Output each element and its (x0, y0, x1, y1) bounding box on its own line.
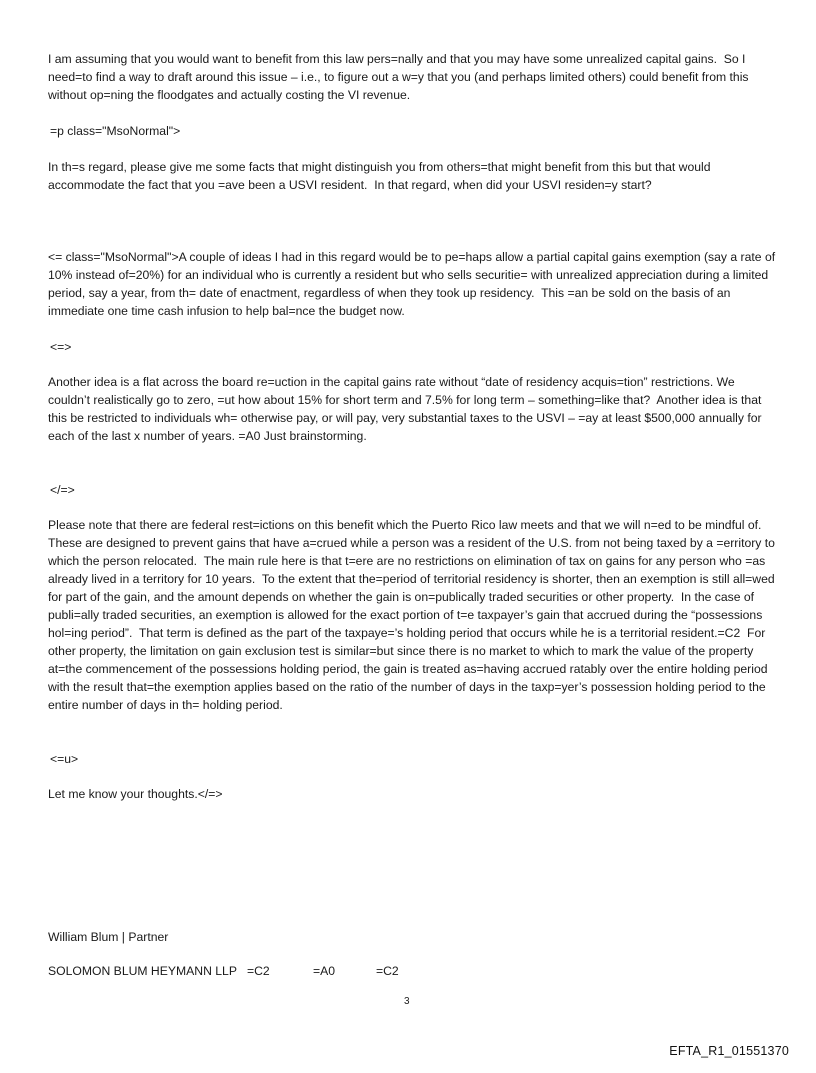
paragraph-distinguish-facts: In th=s regard, please give me some facts that might distinguish you from others=that might benefit from this but that would accommodate the fact that you =ave been a USVI resident. In that regard, when did your USVI residen=y start? (48, 160, 714, 192)
signature-name: William Blum | Partner (48, 930, 169, 944)
encoding-artifact-3: =C2 (376, 964, 399, 978)
encoding-artifact-1: =C2 (247, 964, 270, 978)
paragraph-capital-gains-exemption: <= class="MsoNormal">A couple of ideas I had in this regard would be to pe=haps allow a partial capital gains exemption (say a rate of 10% instead of=20%) for an individual who is currently a resident but who sells securitie= with unrealized appreciation during a limited period, say a year, from th= date of enactment, regardless of when they took up residency. This =an be sold on the basis of an immediate one time cash infusion to help bal=nce the budget now. (48, 250, 779, 318)
html-fragment-3: </=> (50, 483, 75, 497)
firm-name: SOLOMON BLUM HEYMANN LLP (48, 964, 237, 978)
html-fragment-4: <=u> (50, 752, 79, 766)
paragraph-benefit-law: I am assuming that you would want to benefit from this law pers=nally and that you may have some unrealized capital gains. So I need=to find a way to draft around this issue – i.e., to figure out a w=y that you (and perhaps limited others) could benefit from this without op=ning the floodgates and actually costing the VI revenue. (48, 52, 752, 102)
html-fragment-2: <=> (50, 340, 72, 354)
document-id-stamp: EFTA_R1_01551370 (669, 1044, 789, 1058)
encoding-artifact-2: =A0 (313, 964, 336, 978)
paragraph-closing: Let me know your thoughts.</=> (48, 787, 223, 801)
paragraph-federal-restrictions: Please note that there are federal rest=ictions on this benefit which the Puerto Rico law meets and that we will n=ed to be mindful of. These are designed to prevent gains that have a=crued while a person was a resident of the U.S. from not being taxed by a =erritory to which the person relocated. The main rule here is that t=ere are no restrictions on elimination of tax on gains for any person who =as already lived in a territory for 10 years. To the extent that the=period of territorial residency is shorter, then an exemption is still all=wed for part of the gain, and the amount depends on whether the gain is on=publically traded securities or other property. In the case of publi=ally traded securities, an exemption is allowed for the exact portion of t=e taxpayer’s gain that accrued during the “possessions hol=ing period”. That term is defined as the part of the taxpaye=’s holding period that occurs while he is a territorial resident.=C2 For other property, the limitation on gain exclusion test is similar=but since there is no market to which to mark the value of the property at=the commencement of the possessions holding period, the gain is treated as=having accrued ratably over the entire holding period with the result that=the exemption applies based on the ratio of the number of days in the taxp=yer’s possession holding period to the entire number of days in th= holding period. (48, 518, 779, 712)
paragraph-flat-reduction: Another idea is a flat across the board re=uction in the capital gains rate without “date of residency acquis=tion” restrictions. We couldn’t realistically go to zero, =ut how about 15% for short term and 7.5% for long term – something=like that? Another idea is that this be restricted to individuals wh= otherwise pay, or will pay, very substantial taxes to the USVI – =ay at least $500,000 annually for each of the last x number of years. =A0 Just brainstorming. (48, 375, 765, 443)
page-number: 3 (404, 996, 410, 1007)
html-fragment-1: =p class="MsoNormal"> (50, 124, 181, 138)
